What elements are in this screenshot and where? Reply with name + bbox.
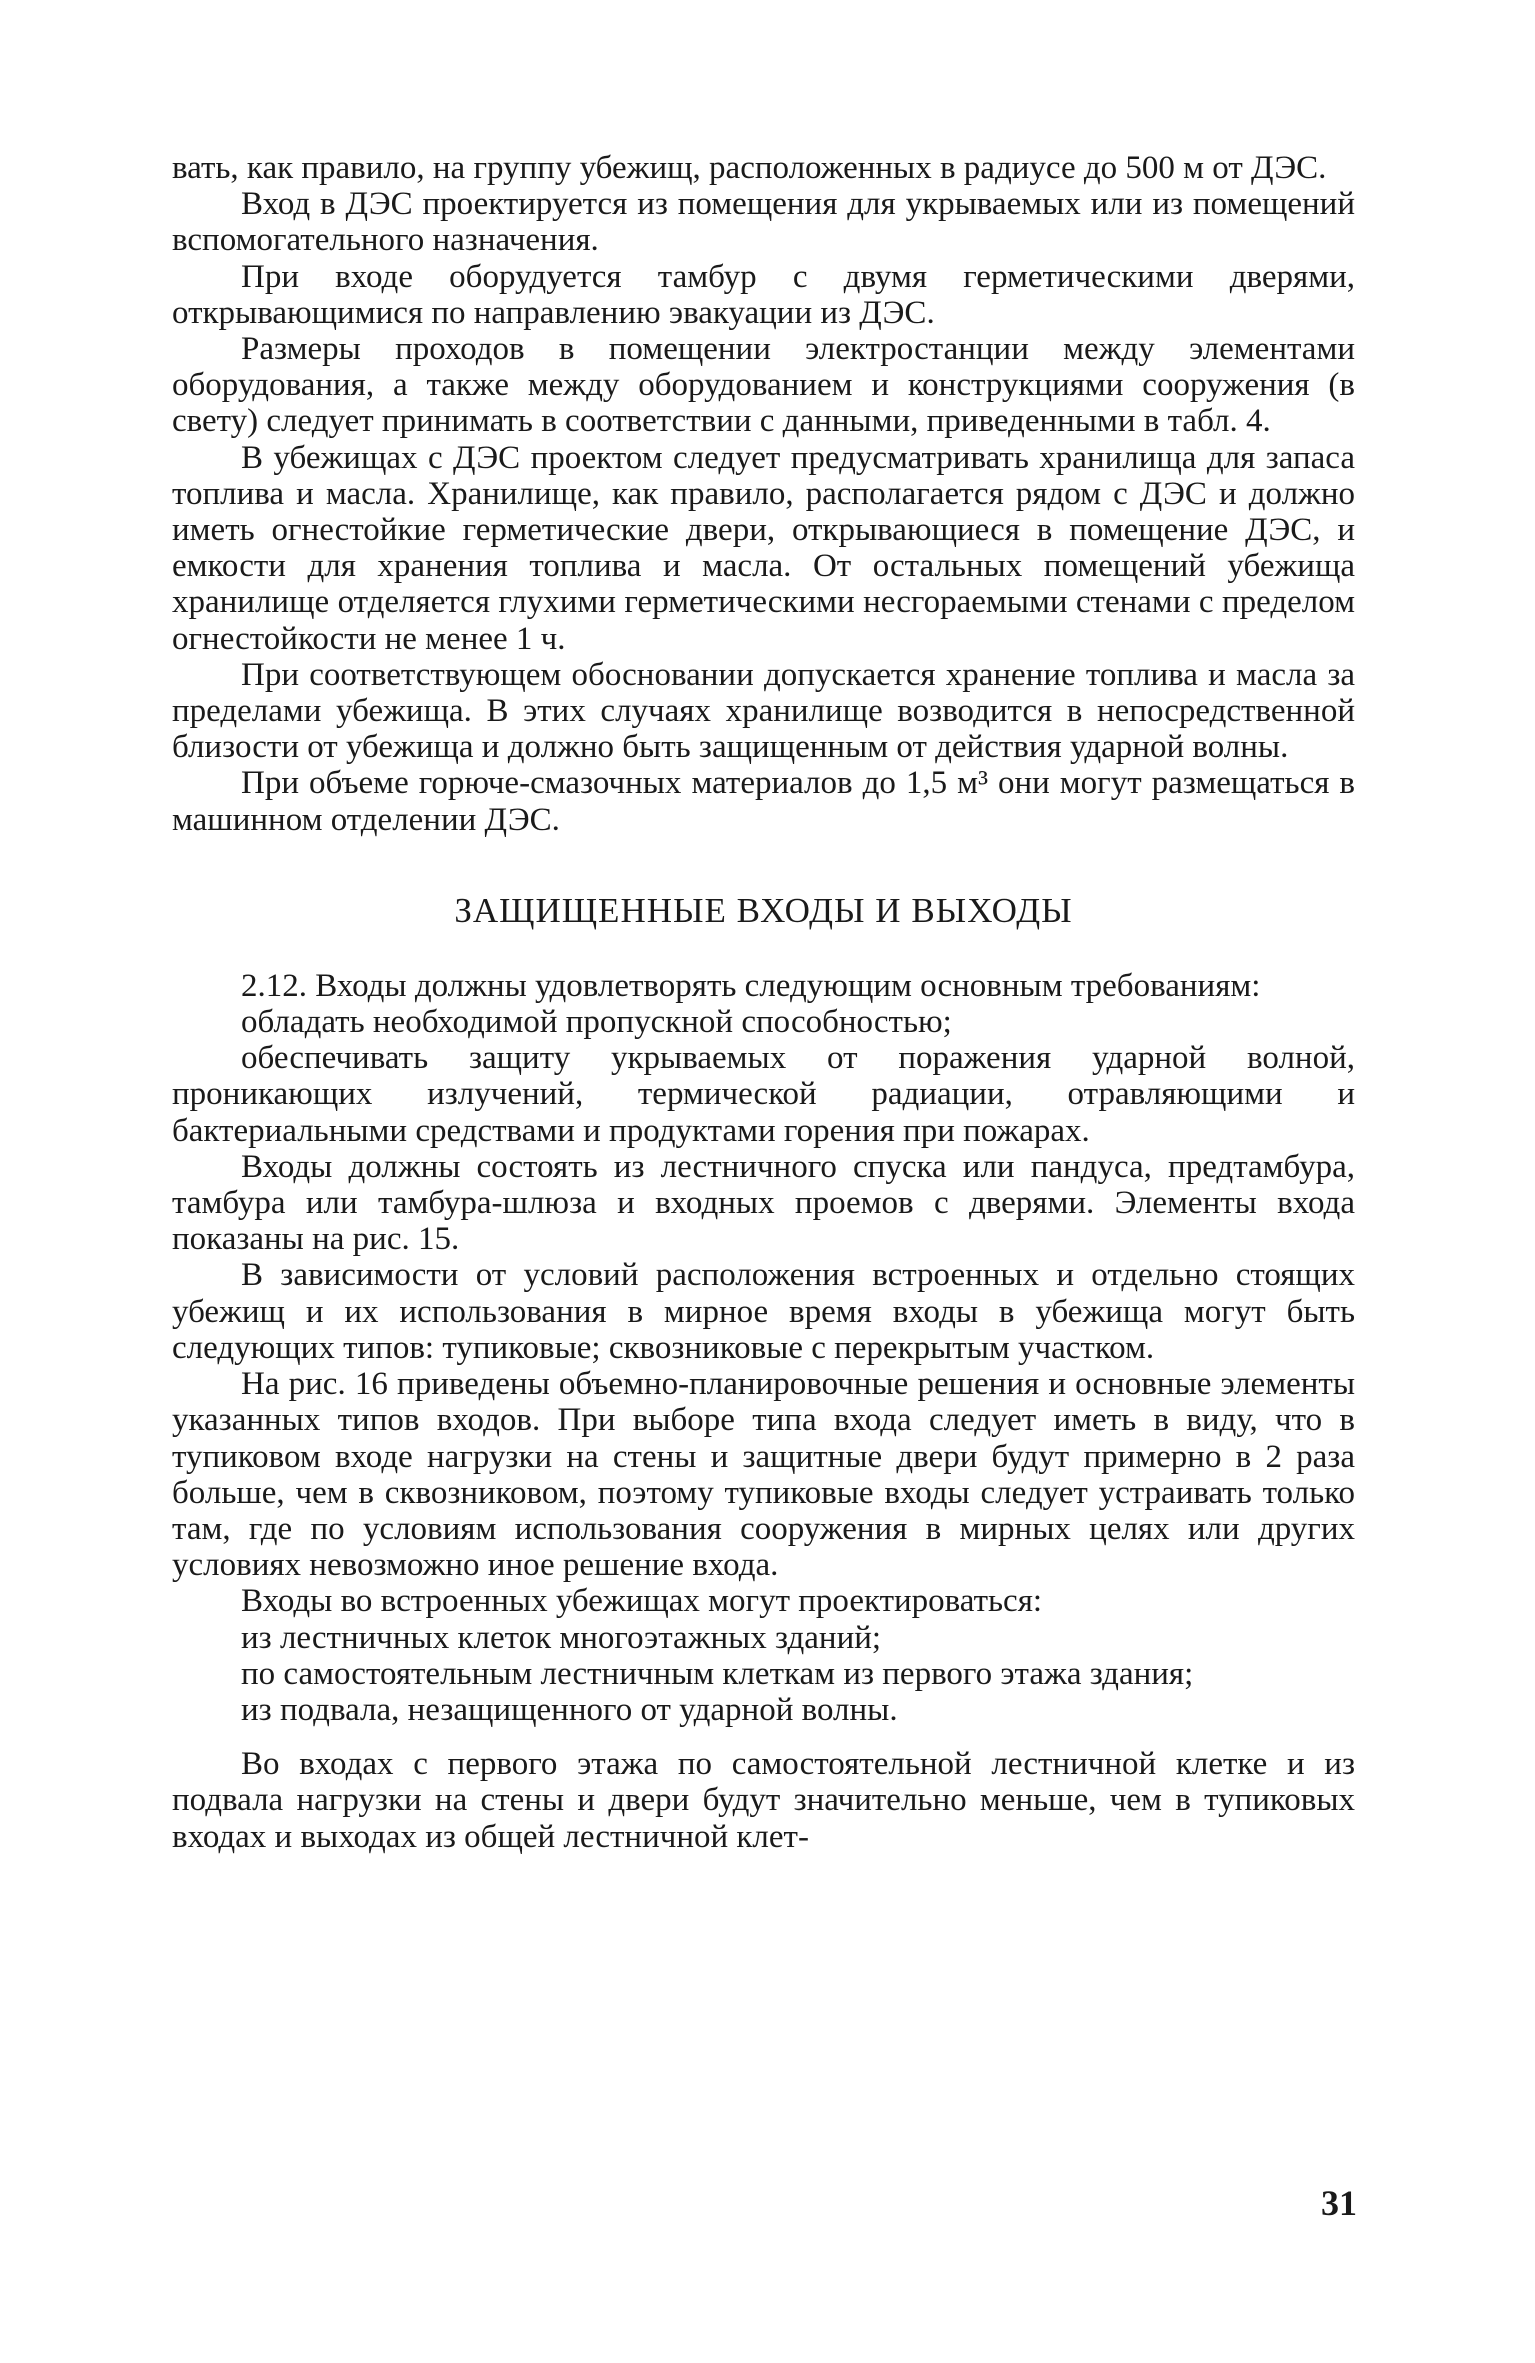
paragraph-fuel-storage: В убежищах с ДЭС проектом следует предусматривать хранилища для запаса топлива и масла. Хранилище, как правило, располагается рядом с ДЭС и должно иметь огнестойкие герметические двери, открывающиеся в помещение ДЭС, и емкости для хранения топлива и масла. От остальных помещений убежища хранилище отделяется глухими герметическими несгораемыми стенами с пределом огнестойкости не менее 1 ч. [172,439,1355,657]
paragraph-entrance-composition: Входы должны состоять из лестничного спуска или пандуса, предтамбура, тамбура или тамбура-шлюза и входных проемов с дверями. Элементы входа показаны на рис. 15. [172,1148,1355,1258]
paragraph-entrance-types: В зависимости от условий расположения встроенных и отдельно стоящих убежищ и их использования в мирное время входы в убежища могут быть следующих типов: тупиковые; сквозниковые с перекрытым участком. [172,1257,1355,1366]
section-heading: ЗАЩИЩЕННЫЕ ВХОДЫ И ВЫХОДЫ [454,890,1073,930]
paragraph-des-entrance: Вход в ДЭС проектируется из помещения для укрываемых или из помещений вспомогательного назначения. [172,186,1355,259]
list-item-stairwells: из лестничных клеток многоэтажных зданий; [241,1619,882,1656]
list-item-basement: из подвала, незащищенного от ударной волны. [241,1691,898,1728]
paragraph-outside-storage: При соответствующем обосновании допускается хранение топлива и масла за пределами убежища. В этих случаях хранилище возводится в непосредственной близости от убежища и должно быть защищенным от действия ударной волны. [172,656,1355,766]
paragraph-continuation: вать, как правило, на группу убежищ, расположенных в радиусе до 500 м от ДЭС. [172,150,1327,186]
list-item-independent-stairs: по самостоятельным лестничным клеткам из первого этажа здания; [241,1655,1194,1692]
page-number: 31 [1321,2183,1357,2223]
list-item-capacity: обладать необходимой пропускной способностью; [241,1004,952,1041]
paragraph-lubricant-volume: При объеме горюче-смазочных материалов до 1,5 м³ они могут размещаться в машинном отделении ДЭС. [172,765,1355,838]
list-item-protection: обеспечивать защиту укрываемых от поражения ударной волной, проникающих излучений, термической радиации, отравляющими и бактериальными средствами и продуктами горения при пожарах. [172,1040,1355,1149]
paragraph-passage-sizes: Размеры проходов в помещении электростанции между элементами оборудования, а также между оборудованием и конструкциями сооружения (в свету) следует принимать в соответствии с данными, приведенными в табл. 4. [172,331,1355,440]
paragraph-built-in-entrances: Входы во встроенных убежищах могут проектироваться: [241,1583,1043,1620]
paragraph-requirements: 2.12. Входы должны удовлетворять следующим основным требованиям: [241,967,1261,1004]
paragraph-vestibule: При входе оборудуется тамбур с двумя герметическими дверями, открывающимися по направлению эвакуации из ДЭС. [172,258,1355,331]
paragraph-loads: Во входах с первого этажа по самостоятельной лестничной клетке и из подвала нагрузки на стены и двери будут значительно меньше, чем в тупиковых входах и выходах из общей лестничной клет- [172,1746,1355,1855]
paragraph-gap [172,1728,1355,1746]
paragraph-figure-16: На рис. 16 приведены объемно-планировочные решения и основные элементы указанных типов входов. При выборе типа входа следует иметь в виду, что в тупиковом входе нагрузки на стены и защитные двери будут примерно в 2 раза больше, чем в сквозниковом, поэтому тупиковые входы следует устраивать только там, где по условиям использования сооружения в мирных целях или других условиях невозможно иное решение входа. [172,1366,1355,1584]
